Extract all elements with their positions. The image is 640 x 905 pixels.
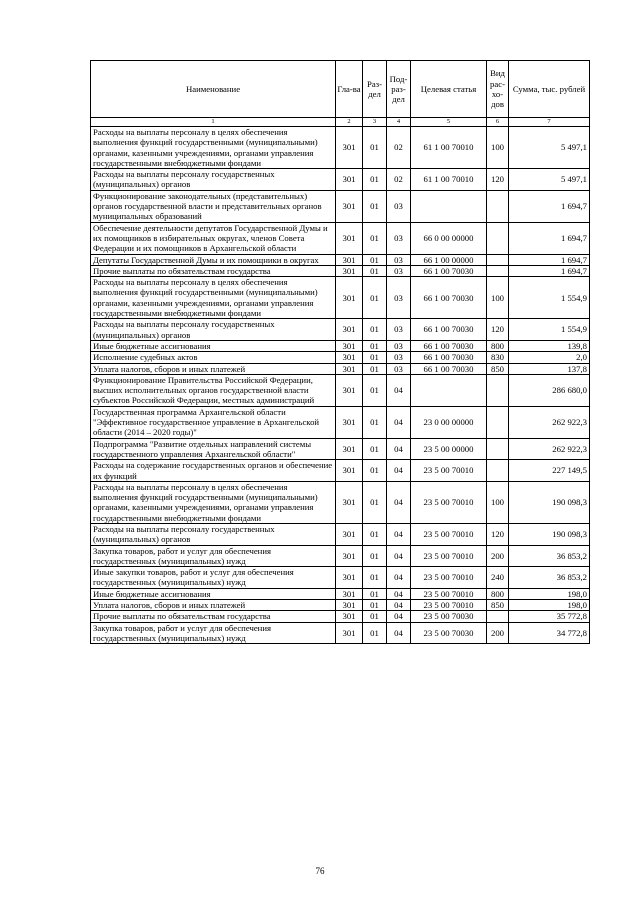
row-target-cell: 23 5 00 00000: [411, 438, 487, 460]
row-chapter-cell: 301: [336, 254, 363, 265]
row-section-cell: 01: [363, 363, 387, 374]
row-expense-type-cell: [487, 222, 509, 254]
row-target-cell: 23 5 00 70010: [411, 600, 487, 611]
row-amount-cell: 1 694,7: [509, 254, 590, 265]
row-expense-type-cell: [487, 254, 509, 265]
row-amount-cell: 286 680,0: [509, 374, 590, 406]
row-section-cell: 01: [363, 406, 387, 438]
row-target-cell: 23 5 00 70010: [411, 545, 487, 567]
row-target-cell: 66 1 00 70030: [411, 352, 487, 363]
row-expense-type-cell: [487, 611, 509, 622]
row-expense-type-cell: 850: [487, 600, 509, 611]
row-chapter-cell: 301: [336, 127, 363, 169]
table-row: [91, 460, 590, 482]
row-subsection-cell: 02: [387, 127, 411, 169]
row-subsection-cell: 04: [387, 374, 411, 406]
row-target-cell: 66 1 00 00000: [411, 254, 487, 265]
column-number: 6: [487, 118, 509, 127]
row-section-cell: 01: [363, 481, 387, 523]
row-target-cell: 23 5 00 70030: [411, 611, 487, 622]
row-section-cell: 01: [363, 374, 387, 406]
row-section-cell: 01: [363, 567, 387, 589]
row-expense-type-cell: [487, 374, 509, 406]
row-name-cell: Расходы на выплаты персоналу государственных (муниципальных) органов: [91, 523, 336, 545]
row-name-cell: Расходы на выплаты персоналу государственных (муниципальных) органов: [91, 169, 336, 191]
column-number: 3: [363, 118, 387, 127]
row-chapter-cell: 301: [336, 352, 363, 363]
row-amount-cell: 1 694,7: [509, 222, 590, 254]
row-name-cell: Расходы на выплаты персоналу в целях обеспечения выполнения функций государственными (муниципальными) органами, казенными учреждениями, органами управления государственными внебюджетными фондами: [91, 127, 336, 169]
row-expense-type-cell: [487, 460, 509, 482]
row-amount-cell: 5 497,1: [509, 127, 590, 169]
row-subsection-cell: 04: [387, 611, 411, 622]
row-expense-type-cell: 120: [487, 319, 509, 341]
column-number: 2: [336, 118, 363, 127]
row-amount-cell: 2,0: [509, 352, 590, 363]
row-subsection-cell: 04: [387, 523, 411, 545]
table-row: [91, 265, 590, 276]
row-amount-cell: 190 098,3: [509, 481, 590, 523]
row-expense-type-cell: 120: [487, 523, 509, 545]
header-subsection: Под-раз-дел: [387, 61, 411, 118]
column-number: 1: [91, 118, 336, 127]
row-name-cell: Расходы на выплаты персоналу в целях обеспечения выполнения функций государственными (муниципальными) органами, казенными учреждениями, органами управления государственными внебюджетными фондами: [91, 481, 336, 523]
row-section-cell: 01: [363, 127, 387, 169]
row-name-cell: Иные закупки товаров, работ и услуг для обеспечения государственных (муниципальных) нужд: [91, 567, 336, 589]
row-expense-type-cell: 120: [487, 169, 509, 191]
row-amount-cell: 1 694,7: [509, 190, 590, 222]
row-subsection-cell: 03: [387, 190, 411, 222]
table-body: [91, 127, 590, 644]
row-section-cell: 01: [363, 319, 387, 341]
table-row: [91, 222, 590, 254]
header-target: Целевая статья: [411, 61, 487, 118]
row-chapter-cell: 301: [336, 481, 363, 523]
row-section-cell: 01: [363, 545, 387, 567]
row-subsection-cell: 03: [387, 319, 411, 341]
row-chapter-cell: 301: [336, 340, 363, 351]
row-expense-type-cell: 100: [487, 481, 509, 523]
row-subsection-cell: 02: [387, 169, 411, 191]
row-amount-cell: 137,8: [509, 363, 590, 374]
header-amount: Сумма, тыс. рублей: [509, 61, 590, 118]
row-target-cell: 61 1 00 70010: [411, 127, 487, 169]
row-amount-cell: 35 772,8: [509, 611, 590, 622]
row-amount-cell: 198,0: [509, 600, 590, 611]
row-expense-type-cell: [487, 190, 509, 222]
row-target-cell: [411, 374, 487, 406]
row-section-cell: 01: [363, 588, 387, 599]
row-expense-type-cell: 240: [487, 567, 509, 589]
row-amount-cell: 1 554,9: [509, 319, 590, 341]
row-section-cell: 01: [363, 277, 387, 319]
table-row: [91, 600, 590, 611]
row-chapter-cell: 301: [336, 611, 363, 622]
row-name-cell: Исполнение судебных актов: [91, 352, 336, 363]
row-subsection-cell: 04: [387, 406, 411, 438]
row-subsection-cell: 04: [387, 545, 411, 567]
row-name-cell: Подпрограмма "Развитие отдельных направлений системы государственного управления Архангельской области": [91, 438, 336, 460]
row-chapter-cell: 301: [336, 222, 363, 254]
row-name-cell: Функционирование законодательных (представительных) органов государственной власти и представительных органов муниципальных образований: [91, 190, 336, 222]
header-expense-type: Вид рас-хо-дов: [487, 61, 509, 118]
budget-table: [90, 60, 590, 644]
row-expense-type-cell: 200: [487, 622, 509, 644]
row-subsection-cell: 03: [387, 340, 411, 351]
table-row: [91, 190, 590, 222]
row-chapter-cell: 301: [336, 523, 363, 545]
row-target-cell: 23 5 00 70010: [411, 588, 487, 599]
row-target-cell: 23 5 00 70030: [411, 622, 487, 644]
row-name-cell: Функционирование Правительства Российской Федерации, высших исполнительных органов государственной власти субъектов Российской Федерации, местных администраций: [91, 374, 336, 406]
row-section-cell: 01: [363, 611, 387, 622]
row-amount-cell: 36 853,2: [509, 545, 590, 567]
row-chapter-cell: 301: [336, 600, 363, 611]
table-row: [91, 363, 590, 374]
table-row: [91, 340, 590, 351]
row-chapter-cell: 301: [336, 190, 363, 222]
row-target-cell: 66 1 00 70030: [411, 340, 487, 351]
row-chapter-cell: 301: [336, 169, 363, 191]
row-subsection-cell: 03: [387, 222, 411, 254]
row-subsection-cell: 03: [387, 265, 411, 276]
column-number: 5: [411, 118, 487, 127]
row-expense-type-cell: 850: [487, 363, 509, 374]
row-expense-type-cell: [487, 265, 509, 276]
row-subsection-cell: 03: [387, 363, 411, 374]
row-name-cell: Уплата налогов, сборов и иных платежей: [91, 363, 336, 374]
row-amount-cell: 34 772,8: [509, 622, 590, 644]
table-row: [91, 567, 590, 589]
row-amount-cell: 227 149,5: [509, 460, 590, 482]
row-section-cell: 01: [363, 254, 387, 265]
row-chapter-cell: 301: [336, 406, 363, 438]
table-header-row: [91, 61, 590, 118]
row-amount-cell: 190 098,3: [509, 523, 590, 545]
table-row: [91, 622, 590, 644]
row-expense-type-cell: 100: [487, 277, 509, 319]
row-amount-cell: 1 694,7: [509, 265, 590, 276]
row-name-cell: Государственная программа Архангельской области "Эффективное государственное управление в Архангельской области (2014 – 2020 годы)": [91, 406, 336, 438]
row-name-cell: Закупка товаров, работ и услуг для обеспечения государственных (муниципальных) нужд: [91, 622, 336, 644]
row-subsection-cell: 04: [387, 438, 411, 460]
row-target-cell: 66 1 00 70030: [411, 319, 487, 341]
header-chapter: Гла-ва: [336, 61, 363, 118]
row-expense-type-cell: 830: [487, 352, 509, 363]
row-subsection-cell: 03: [387, 277, 411, 319]
row-name-cell: Прочие выплаты по обязательствам государства: [91, 265, 336, 276]
table-row: [91, 319, 590, 341]
table-row: [91, 545, 590, 567]
row-name-cell: Иные бюджетные ассигнования: [91, 588, 336, 599]
row-amount-cell: 5 497,1: [509, 169, 590, 191]
row-chapter-cell: 301: [336, 374, 363, 406]
row-name-cell: Расходы на выплаты персоналу в целях обеспечения выполнения функций государственными (муниципальными) органами, казенными учреждениями, органами управления государственными внебюджетными фондами: [91, 277, 336, 319]
table-row: [91, 277, 590, 319]
column-numbers-row: [91, 118, 590, 127]
row-subsection-cell: 04: [387, 460, 411, 482]
row-subsection-cell: 03: [387, 352, 411, 363]
row-amount-cell: 198,0: [509, 588, 590, 599]
table-row: [91, 406, 590, 438]
row-target-cell: 61 1 00 70010: [411, 169, 487, 191]
row-name-cell: Прочие выплаты по обязательствам государства: [91, 611, 336, 622]
row-section-cell: 01: [363, 600, 387, 611]
row-name-cell: Расходы на выплаты персоналу государственных (муниципальных) органов: [91, 319, 336, 341]
row-name-cell: Обеспечение деятельности депутатов Государственной Думы и их помощников в избирательных округах, членов Совета Федерации и их помощников в Архангельской области: [91, 222, 336, 254]
row-subsection-cell: 04: [387, 567, 411, 589]
row-expense-type-cell: [487, 438, 509, 460]
row-amount-cell: 139,8: [509, 340, 590, 351]
header-name: Наименование: [91, 61, 336, 118]
row-chapter-cell: 301: [336, 438, 363, 460]
row-target-cell: 23 0 00 00000: [411, 406, 487, 438]
row-target-cell: 66 1 00 70030: [411, 277, 487, 319]
row-expense-type-cell: 100: [487, 127, 509, 169]
row-section-cell: 01: [363, 265, 387, 276]
row-section-cell: 01: [363, 622, 387, 644]
column-number: 4: [387, 118, 411, 127]
row-section-cell: 01: [363, 340, 387, 351]
row-section-cell: 01: [363, 352, 387, 363]
table-row: [91, 588, 590, 599]
row-target-cell: 23 5 00 70010: [411, 460, 487, 482]
row-target-cell: [411, 190, 487, 222]
row-section-cell: 01: [363, 190, 387, 222]
row-section-cell: 01: [363, 222, 387, 254]
table-row: [91, 481, 590, 523]
row-chapter-cell: 301: [336, 363, 363, 374]
row-chapter-cell: 301: [336, 622, 363, 644]
row-chapter-cell: 301: [336, 277, 363, 319]
row-chapter-cell: 301: [336, 567, 363, 589]
table-row: [91, 438, 590, 460]
row-expense-type-cell: 200: [487, 545, 509, 567]
row-amount-cell: 36 853,2: [509, 567, 590, 589]
row-target-cell: 23 5 00 70010: [411, 567, 487, 589]
row-subsection-cell: 03: [387, 254, 411, 265]
page-number: 76: [315, 866, 325, 876]
row-subsection-cell: 04: [387, 622, 411, 644]
row-target-cell: 23 5 00 70010: [411, 481, 487, 523]
row-chapter-cell: 301: [336, 545, 363, 567]
table-row: [91, 254, 590, 265]
row-expense-type-cell: 800: [487, 340, 509, 351]
table-row: [91, 127, 590, 169]
row-target-cell: 66 1 00 70030: [411, 363, 487, 374]
row-chapter-cell: 301: [336, 319, 363, 341]
table-row: [91, 611, 590, 622]
row-section-cell: 01: [363, 438, 387, 460]
row-subsection-cell: 04: [387, 481, 411, 523]
table-row: [91, 523, 590, 545]
row-name-cell: Депутаты Государственной Думы и их помощники в округах: [91, 254, 336, 265]
row-chapter-cell: 301: [336, 460, 363, 482]
row-name-cell: Расходы на содержание государственных органов и обеспечение их функций: [91, 460, 336, 482]
row-section-cell: 01: [363, 169, 387, 191]
table-row: [91, 352, 590, 363]
column-number: 7: [509, 118, 590, 127]
row-subsection-cell: 04: [387, 600, 411, 611]
row-target-cell: 66 1 00 70030: [411, 265, 487, 276]
row-name-cell: Уплата налогов, сборов и иных платежей: [91, 600, 336, 611]
row-subsection-cell: 04: [387, 588, 411, 599]
row-name-cell: Закупка товаров, работ и услуг для обеспечения государственных (муниципальных) нужд: [91, 545, 336, 567]
table-row: [91, 169, 590, 191]
header-section: Раз-дел: [363, 61, 387, 118]
row-section-cell: 01: [363, 460, 387, 482]
row-chapter-cell: 301: [336, 588, 363, 599]
row-amount-cell: 262 922,3: [509, 406, 590, 438]
row-chapter-cell: 301: [336, 265, 363, 276]
row-amount-cell: 1 554,9: [509, 277, 590, 319]
row-amount-cell: 262 922,3: [509, 438, 590, 460]
row-expense-type-cell: [487, 406, 509, 438]
row-target-cell: 23 5 00 70010: [411, 523, 487, 545]
row-expense-type-cell: 800: [487, 588, 509, 599]
row-target-cell: 66 0 00 00000: [411, 222, 487, 254]
row-name-cell: Иные бюджетные ассигнования: [91, 340, 336, 351]
row-section-cell: 01: [363, 523, 387, 545]
table-row: [91, 374, 590, 406]
